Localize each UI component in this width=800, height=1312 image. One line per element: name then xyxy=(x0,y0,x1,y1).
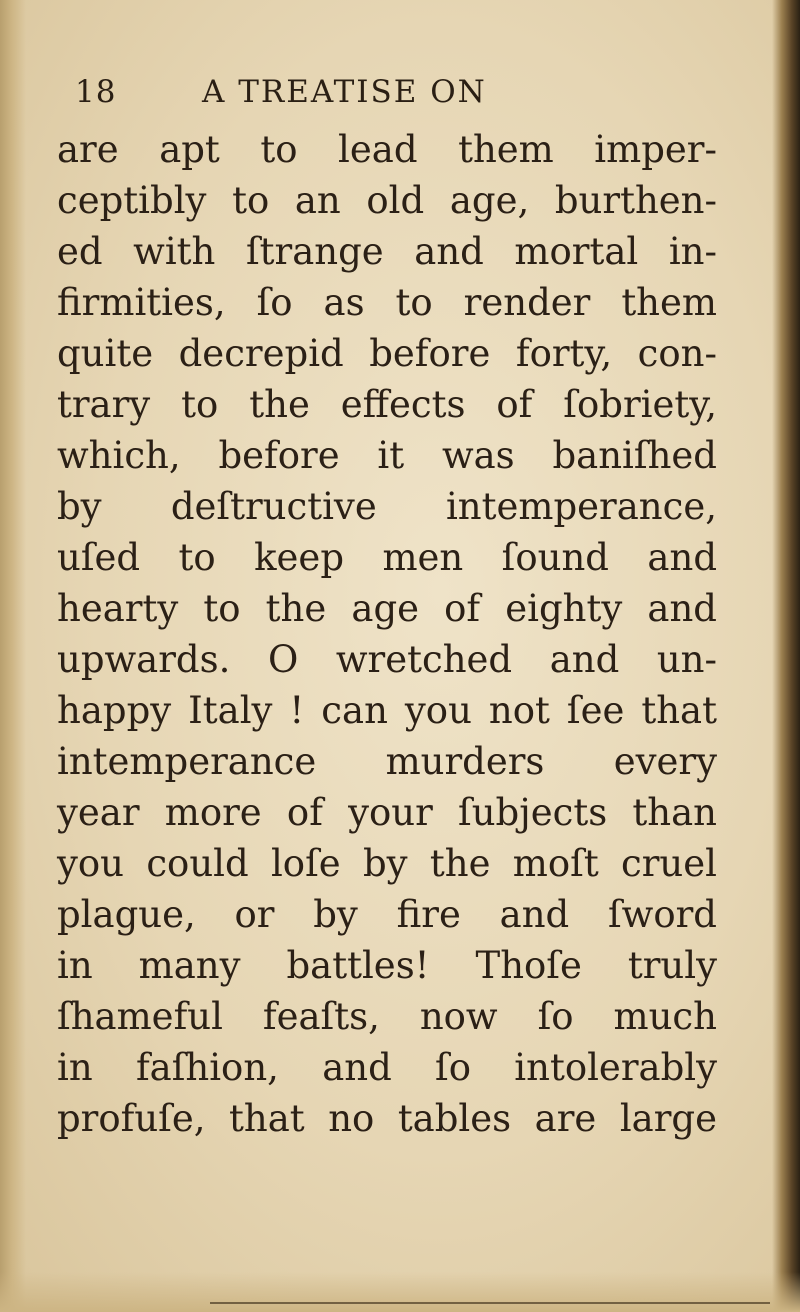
text-line: hearty to the age of eighty and xyxy=(57,587,717,630)
text-line: uſed to keep men ſound and xyxy=(57,536,717,579)
text-line: quite decrepid before forty, con- xyxy=(57,332,717,375)
bottom-edge-rule xyxy=(210,1302,770,1304)
body-text xyxy=(57,124,717,1144)
text-line: you could loſe by the moſt cruel xyxy=(57,842,717,885)
text-line: firmities, ſo as to render them xyxy=(57,281,717,324)
left-page-edge xyxy=(0,0,26,1312)
text-line: ſhameful feaſts, now ſo much xyxy=(57,995,717,1038)
text-line: which, before it was baniſhed xyxy=(57,434,717,477)
text-line: ceptibly to an old age, burthen- xyxy=(57,179,717,222)
text-line: by deſtructive intemperance, xyxy=(57,485,717,528)
text-line: upwards. O wretched and un- xyxy=(57,638,717,681)
right-page-binding xyxy=(772,0,800,1312)
text-line: in faſhion, and ſo intolerably xyxy=(57,1046,717,1089)
page-header xyxy=(75,74,715,120)
text-line: happy Italy ! can you not ſee that xyxy=(57,689,717,732)
running-head: A TREATISE ON xyxy=(202,74,487,110)
page-number: 18 xyxy=(75,74,117,110)
text-line: profuſe, that no tables are large xyxy=(57,1097,717,1140)
text-line: intemperance murders every xyxy=(57,740,717,783)
text-line: ed with ſtrange and mortal in- xyxy=(57,230,717,273)
text-line: in many battles! Thoſe truly xyxy=(57,944,717,987)
bottom-page-edge xyxy=(0,1272,800,1312)
text-line: trary to the effects of ſobriety, xyxy=(57,383,717,426)
text-line: year more of your ſubjects than xyxy=(57,791,717,834)
text-line: plague, or by fire and ſword xyxy=(57,893,717,936)
text-line: are apt to lead them imper- xyxy=(57,128,717,171)
